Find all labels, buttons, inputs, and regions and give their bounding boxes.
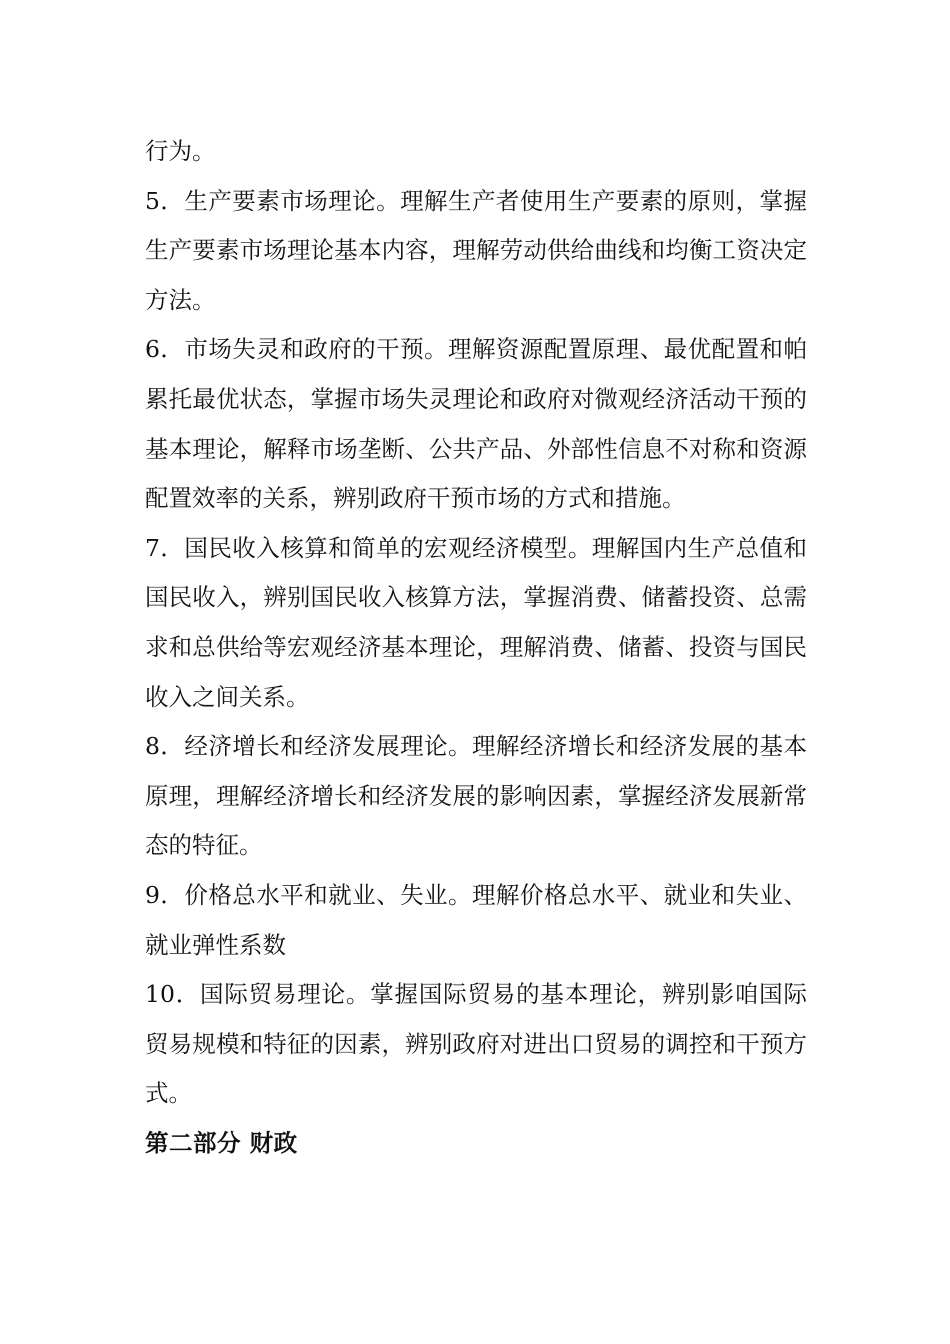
paragraph-item-9: 9．价格总水平和就业、失业。理解价格总水平、就业和失业、就业弹性系数 bbox=[145, 880, 807, 959]
paragraph-item-10: 10．国际贸易理论。掌握国际贸易的基本理论，辨别影咱国际贸易规模和特征的因素，辨别政府对进出口贸易的调控和干预方式。 bbox=[145, 980, 807, 1108]
paragraph-item-5: 5．生产要素市场理论。理解生产者使用生产要素的原则，掌握生产要素市场理论基本内容，理解劳动供给曲线和均衡工资决定方法。 bbox=[145, 186, 807, 314]
paragraph-item-7: 7．国民收入核算和简单的宏观经济模型。理解国内生产总值和国民收入，辨别国民收入核算方法，掌握消费、储蓄投资、总需求和总供给等宏观经济基本理论，理解消费、储蓄、投资与国民收入之间关系。 bbox=[145, 533, 807, 711]
document-body bbox=[145, 127, 807, 1168]
paragraph-item-8: 8．经济增长和经济发展理论。理解经济增长和经济发展的基本原理，理解经济增长和经济发展的影响因素，掌握经济发展新常态的特征。 bbox=[145, 732, 807, 860]
paragraph-item-6: 6．市场失灵和政府的干预。理解资源配置原理、最优配置和帕累托最优状态，掌握市场失灵理论和政府对微观经济活动干预的基本理论，解释市场垄断、公共产品、外部性信息不对称和资源配置效率的关系，辨别政府干预市场的方式和措施。 bbox=[145, 335, 807, 513]
section-heading: 第二部分 财政 bbox=[145, 1128, 298, 1157]
paragraph-continuation: 行为。 bbox=[145, 137, 216, 165]
